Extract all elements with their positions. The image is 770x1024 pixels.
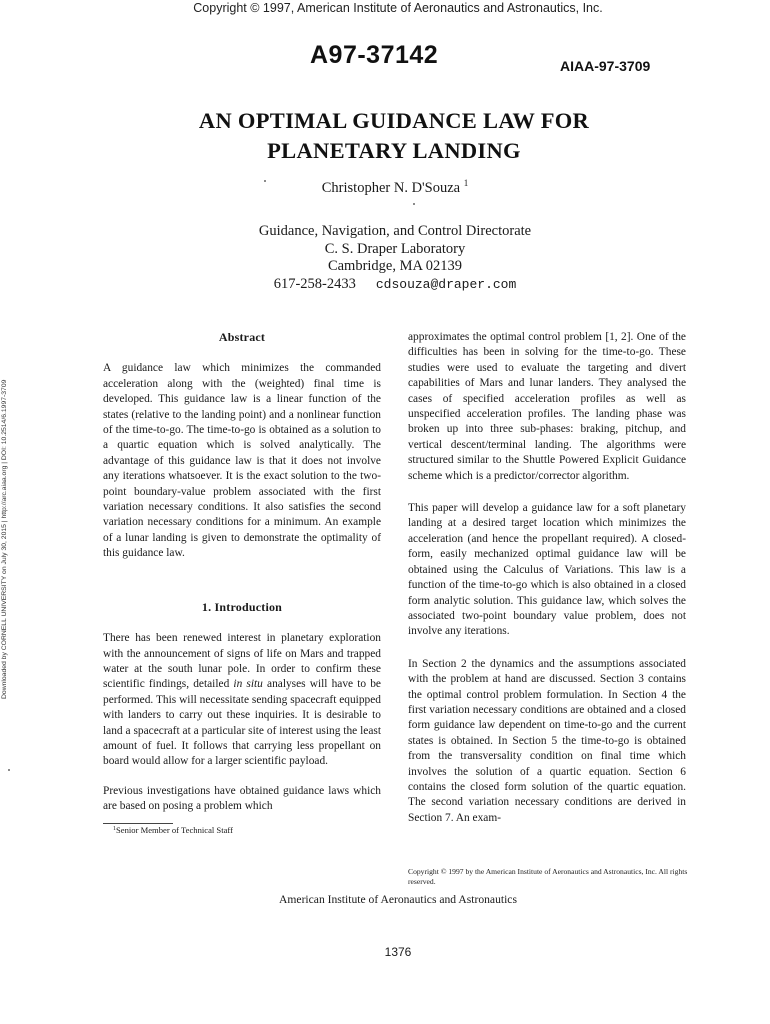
abstract-heading: Abstract <box>218 330 266 344</box>
affiliation-lab: C. S. Draper Laboratory <box>324 240 466 257</box>
affiliation-email[interactable]: cdsouza@draper.com <box>375 276 517 292</box>
footnote-text: Senior Member of Technical Staff <box>116 824 233 835</box>
introduction-heading: 1. Introduction <box>201 599 283 614</box>
footer-institute: American Institute of Aeronautics and Astronautics <box>279 893 517 906</box>
affiliation-city: Cambridge, MA 02139 <box>327 258 463 274</box>
scan-speck <box>413 203 415 205</box>
author-footnote-mark: 1 <box>463 178 469 188</box>
intro-p1-b: analyses will have to be performed. This will necessitate sending spacecraft equipped with landers to carry out these inquiries. It is desirable to land a spacecraft at a particular site of interest using the least amount of fuel. It follows that carrying less propellant on board would allow for a larger scientific payload. <box>103 678 381 768</box>
accession-number: A97-37142 <box>310 41 439 69</box>
intro-p1-a: There has been renewed interest in planetary exploration with the announcement of signs of life on Mars and trapped water at the south lunar pole. In order to confirm these scientific findings, detailed <box>103 632 381 691</box>
introduction-para-2: Previous investigations have obtained guidance laws which are based on posing a problem which <box>103 784 381 813</box>
right-para-3: In Section 2 the dynamics and the assumptions associated with the problem at hand are discussed. Section 3 contains the optimal control problem formulation. In Section 4 the first variation necessary conditions are obtained and a closed form guidance law dependent on time-to-go and the current states is obtained. In Section 5 the time-to-go is obtained from the transversality condition on final time which involves the solution of a quartic equation. Section 6 contains the closed form solution of the quartic equation. The second variation necessary conditions are derived in Section 7. An exam- <box>408 657 686 824</box>
footnote-mark: 1 <box>113 825 116 832</box>
affiliation-division: Guidance, Navigation, and Control Directorate <box>258 223 532 239</box>
scan-speck <box>264 180 266 182</box>
title-line-2: PLANETARY LANDING <box>267 138 521 163</box>
right-para-1: approximates the optimal control problem [1, 2]. One of the difficulties has been in solving for the time-to-go. These studies were used to evaluate the targeting and divert capabilities of Mars and lunar landers. They analysed the cases of specified acceleration profiles as well as unspecified acceleration profiles. The landing phase was broken up into three sub-phases: braking, pitchup, and vertical descent/terminal landing. The algorithms were structured similar to the Shuttle Powered Explicit Guidance scheme which is a predictor/corrector algorithm. <box>408 331 686 482</box>
paper-number: AIAA-97-3709 <box>560 58 651 74</box>
copyright-header: Copyright © 1997, American Institute of Aeronautics and Astronautics, Inc. <box>193 1 603 15</box>
download-side-note-text: Downloaded by CORNELL UNIVERSITY on July 30, 2015 | http://arc.aiaa.org | DOI: 10.2514/6.1997-3709 <box>1 379 8 699</box>
affiliation-contact <box>200 276 590 294</box>
footnote <box>113 824 381 836</box>
right-column <box>408 330 686 826</box>
abstract-text: A guidance law which minimizes the commanded acceleration along with the (weighted) final time is developed. This guidance law is a linear function of the states (relative to the landing point) and a nonlinear function of the time-to-go. The time-to-go is obtained as a solution to a quartic equation which is solved analytically. The advantage of this guidance law is that it does not involve any iterations whatsoever. It is the exact solution to the two-point boundary-value problem associated with the first variation necessary conditions. It also satisfies the second variation necessary conditions for a minimum. An example of a lunar landing is given to demonstrate the optimality of this guidance law. <box>103 362 381 560</box>
download-side-note <box>1 318 13 706</box>
right-para-2: This paper will develop a guidance law for a soft planetary landing at a desired target location which minimizes the acceleration (and hence the propellant required). A closed-form, easily mechanized optimal guidance law will be obtained using the Calculus of Variations. This law is a function of the time-to-go which is also obtained in a closed form analytic solution. This guidance law, which solves the associated two-point boundary value problem, does not involve any iterations. <box>408 502 686 638</box>
page-number: 1376 <box>384 945 412 959</box>
left-column <box>103 330 381 836</box>
introduction-para-1 <box>103 631 381 770</box>
scan-speck <box>8 769 10 771</box>
author <box>200 178 590 197</box>
affiliation <box>200 223 590 293</box>
copyright-note: Copyright © 1997 by the American Institute of Aeronautics and Astronautics, Inc. All rights reserved. <box>408 867 688 886</box>
paper-title <box>120 106 668 166</box>
title-line-1: AN OPTIMAL GUIDANCE LAW FOR <box>198 108 590 133</box>
affiliation-phone: 617-258-2433 <box>273 275 356 292</box>
intro-p1-em: in situ <box>233 678 263 691</box>
author-name: Christopher N. D'Souza <box>321 180 461 196</box>
